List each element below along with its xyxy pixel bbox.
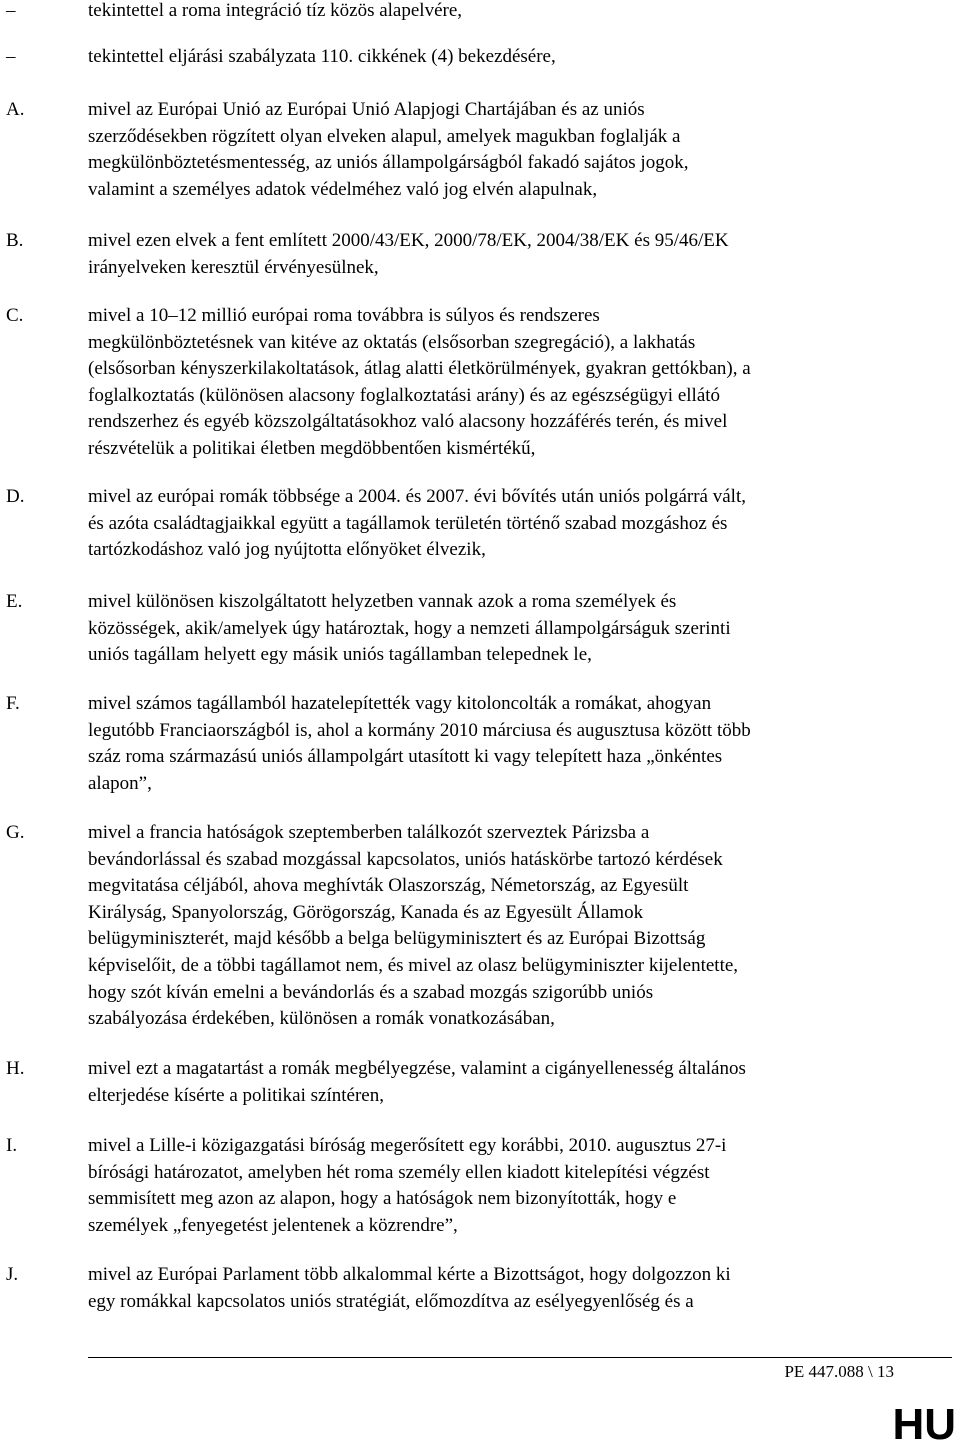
text-line: részvételük a politikai életben megdöbbentően kismértékű, — [88, 437, 536, 459]
text-line: elterjedése kísérte a politikai színtéren, — [88, 1084, 384, 1106]
text-line: mivel a Lille-i közigazgatási bíróság megerősített egy korábbi, 2010. augusztus 27-i — [88, 1135, 727, 1156]
text-line: legutóbb Franciaországból is, ahol a kormány 2010 márciusa és augusztusa között több — [88, 719, 751, 741]
paragraph-label: – — [6, 0, 16, 21]
text-line: megkülönböztetésmentesség, az uniós állampolgárságból fakadó sajátos jogok, — [88, 152, 689, 174]
text-line: mivel ezt a magatartást a romák megbélyegzése, valamint a cigányellenesség általános — [88, 1058, 746, 1079]
paragraph-label: A. — [6, 99, 25, 120]
text-line: mivel ezen elvek a fent említett 2000/43/EK, 2000/78/EK, 2004/38/EK és 95/46/EK — [88, 230, 729, 251]
text-line: szerződésekben rögzített olyan elveken alapul, amelyek magukban foglalják a — [88, 125, 681, 147]
text-line: száz roma származású uniós állampolgárt utasított ki vagy telepített haza „önkéntes — [88, 746, 723, 768]
text-line: egy romákkal kapcsolatos uniós stratégiát, előmozdítva az esélyegyenlőség és a — [88, 1290, 694, 1312]
text-line: tekintettel eljárási szabályzata 110. cikkének (4) bekezdésére, — [88, 46, 556, 67]
paragraph-text — [88, 1056, 958, 1109]
text-line: megkülönböztetésnek van kitéve az oktatás (elsősorban szegregáció), a lakhatás — [88, 331, 696, 353]
text-line: semmisített meg azon az alapon, hogy a hatóságok nem bizonyították, hogy e — [88, 1188, 677, 1210]
paragraph-text — [88, 691, 958, 797]
paragraph-text — [88, 44, 958, 71]
text-line: mivel különösen kiszolgáltatott helyzetben vannak azok a roma személyek és — [88, 591, 677, 612]
text-line: bevándorlással és szabad mozgással kapcsolatos, uniós hatáskörbe tartozó kérdések — [88, 848, 723, 870]
paragraph-label: B. — [6, 230, 24, 251]
footer-rule — [88, 1357, 952, 1358]
paragraph-label: I. — [6, 1135, 18, 1156]
paragraph-label: E. — [6, 591, 23, 612]
text-line: mivel számos tagállamból hazatelepítették vagy kitoloncolták a romákat, ahogyan — [88, 693, 712, 714]
paragraph-label: J. — [6, 1264, 19, 1285]
paragraph-text — [88, 1262, 958, 1315]
text-line: alapon”, — [88, 772, 152, 794]
paragraph-text — [88, 589, 958, 669]
text-line: megvitatása céljából, ahova meghívták Olaszország, Németország, az Egyesült — [88, 875, 689, 897]
text-line: irányelveken keresztül érvényesülnek, — [88, 256, 379, 278]
text-line: tekintettel a roma integráció tíz közös alapelvére, — [88, 0, 463, 21]
text-line: mivel az Európai Parlament több alkalommal kérte a Bizottságot, hogy dolgozzon ki — [88, 1264, 731, 1285]
paragraph-label: H. — [6, 1058, 25, 1079]
paragraph-label: F. — [6, 693, 20, 714]
paragraph-text — [88, 0, 958, 25]
paragraph-text — [88, 1133, 958, 1239]
text-line: és azóta családtagjaikkal együtt a tagállamok területén történő szabad mozgáshoz és — [88, 512, 728, 534]
paragraph-label: C. — [6, 305, 24, 326]
text-line: belügyminiszterét, majd később a belga belügyminisztert és az Európai Bizottság — [88, 928, 706, 950]
page-reference: PE 447.088 \ 13 — [784, 1362, 894, 1381]
paragraph-label: G. — [6, 822, 25, 843]
text-line: valamint a személyes adatok védelméhez való jog elvén alapulnak, — [88, 178, 598, 200]
text-line: mivel a 10–12 millió európai roma továbbra is súlyos és rendszeres — [88, 305, 600, 326]
text-line: mivel a francia hatóságok szeptemberben találkozót szerveztek Párizsba a — [88, 822, 650, 843]
text-line: rendszerhez és egyéb közszolgáltatásokhoz való alacsony hozzáférés terén, és mivel — [88, 411, 728, 433]
paragraph-text — [88, 820, 958, 1033]
paragraph-label: – — [6, 46, 16, 67]
text-line: bírósági határozatot, amelyben hét roma személy ellen kiadott kitelepítési végzést — [88, 1161, 710, 1183]
paragraph-text — [88, 484, 958, 564]
text-line: közösségek, akik/amelyek úgy határoztak, hogy a nemzeti állampolgárságuk szerinti — [88, 617, 731, 639]
text-line: tartózkodáshoz való jog nyújtotta előnyöket élvezik, — [88, 539, 486, 561]
text-line: hogy szót kíván emelni a bevándorlás és a szabad mozgás szigorúbb uniós — [88, 981, 654, 1003]
text-line: Királyság, Spanyolország, Görögország, Kanada és az Egyesült Államok — [88, 901, 644, 923]
text-line: képviselőit, de a többi tagállamot nem, és mivel az olasz belügyminiszter kijelentette, — [88, 954, 739, 976]
text-line: foglalkoztatás (különösen alacsony foglalkoztatási arány) és az egészségügyi ellátó — [88, 384, 721, 406]
text-line: uniós tagállam helyett egy másik uniós tagállamban telepednek le, — [88, 644, 592, 666]
paragraph-text — [88, 303, 958, 463]
text-line: mivel az Európai Unió az Európai Unió Alapjogi Chartájában és az uniós — [88, 99, 645, 120]
text-line: (elsősorban kényszerkilakoltatások, átlag alatti életkörülmények, gyakran gettókban), a — [88, 358, 751, 380]
paragraph-text — [88, 228, 958, 281]
text-line: mivel az európai romák többsége a 2004. és 2007. évi bővítés után uniós polgárrá vált, — [88, 486, 746, 507]
paragraph-text — [88, 97, 958, 203]
paragraph-label: D. — [6, 486, 25, 507]
text-line: szabályozása érdekében, különösen a romák vonatkozásában, — [88, 1008, 555, 1030]
language-code: HU — [892, 1400, 956, 1449]
text-line: személyek „fenyegetést jelentenek a közrendre”, — [88, 1214, 458, 1236]
